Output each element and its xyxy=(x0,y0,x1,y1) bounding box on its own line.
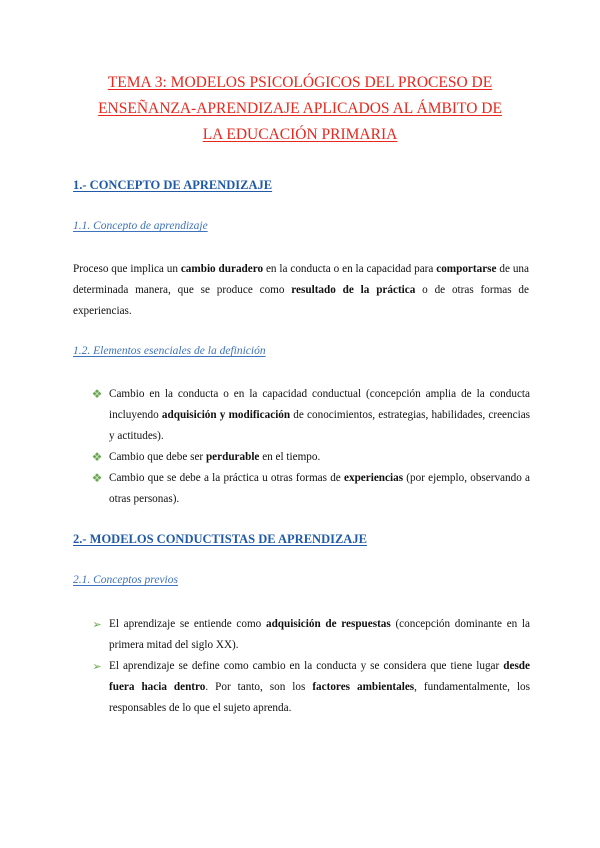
section-1-2-heading: 1.2. Elementos esenciales de la definición xyxy=(73,345,266,357)
diamond-bullet-icon: ❖ xyxy=(91,450,103,464)
section-2-heading: 2.- MODELOS CONDUCTISTAS DE APRENDIZAJE xyxy=(73,532,367,546)
document-title xyxy=(70,70,530,148)
section-1-1-heading: 1.1. Concepto de aprendizaje xyxy=(73,220,208,232)
title-line-1: TEMA 3: MODELOS PSICOLÓGICOS DEL PROCESO DE xyxy=(107,74,493,91)
list-item: ❖ Cambio que debe ser perdurable en el tiempo. xyxy=(90,447,530,468)
diamond-bullet-icon: ❖ xyxy=(91,471,103,485)
arrow-bullet-icon: ➢ xyxy=(92,660,102,673)
section-2-1-heading: 2.1. Conceptos previos xyxy=(73,574,178,586)
list-item: ➢ El aprendizaje se entiende como adquisición de respuestas (concepción dominante en la primera mitad del siglo XX). xyxy=(90,614,530,656)
section-1-heading: 1.- CONCEPTO DE APRENDIZAJE xyxy=(73,178,273,192)
list-item: ➢ El aprendizaje se define como cambio en la conducta y se considera que tiene lugar desde fuera hacia dentro. Por tanto, son los factores ambientales, fundamentalmente, los responsables de lo que el sujeto aprenda. xyxy=(90,656,530,719)
title-line-2: ENSEÑANZA-APRENDIZAJE APLICADOS AL ÁMBITO DE xyxy=(98,100,502,117)
arrow-bullet-icon: ➢ xyxy=(92,618,102,631)
list-item: ❖ Cambio que se debe a la práctica u otras formas de experiencias (por ejemplo, observando a otras personas). xyxy=(90,468,530,510)
title-line-3: LA EDUCACIÓN PRIMARIA xyxy=(202,126,398,143)
prior-concepts-list xyxy=(90,614,530,719)
essential-elements-list xyxy=(90,384,530,510)
definition-paragraph: Proceso que implica un cambio duradero en la conducta o en la capacidad para comportarse de una determinada manera, que se produce como resultado de la práctica o de otras formas de experiencias. xyxy=(73,263,529,317)
list-item: ❖ Cambio en la conducta o en la capacidad conductual (concepción amplia de la conducta incluyendo adquisición y modificación de conocimientos, estrategias, habilidades, creencias y actitudes). xyxy=(90,384,530,447)
diamond-bullet-icon: ❖ xyxy=(91,387,103,401)
